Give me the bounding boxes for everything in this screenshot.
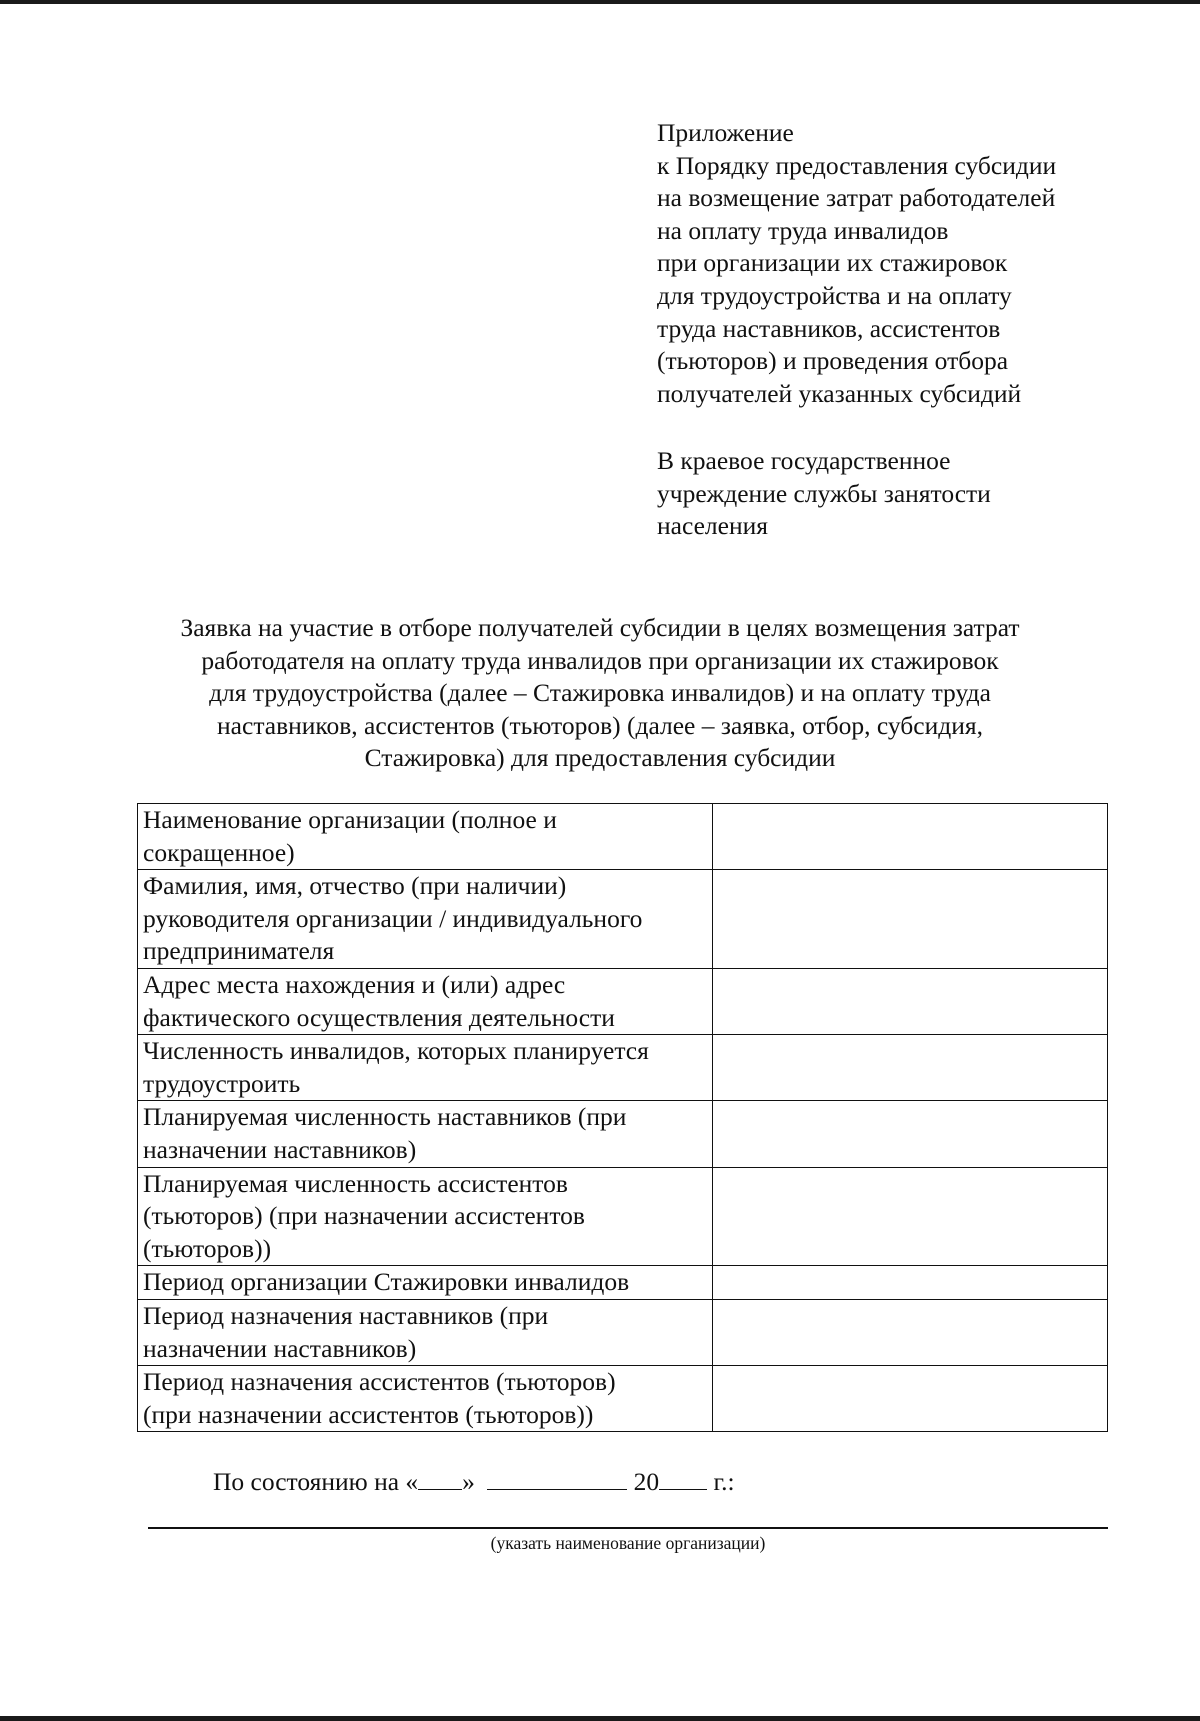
form-row-organization-name	[138, 804, 1108, 870]
addressee-line: В краевое государственное	[657, 446, 951, 475]
form-row-label	[138, 1035, 713, 1101]
label-line: Наименование организации (полное и	[143, 805, 557, 834]
form-row-label	[138, 968, 713, 1034]
as-of-century: 20	[633, 1467, 660, 1496]
label-line: сокращенное)	[143, 837, 295, 867]
title-line: для трудоустройства (далее – Стажировка инвалидов) и на оплату труда	[209, 678, 991, 708]
label-line: Планируемая численность наставников (при	[143, 1102, 627, 1132]
day-blank[interactable]	[418, 1465, 462, 1490]
label-line: руководителя организации / индивидуального	[143, 903, 643, 933]
form-row-label	[138, 1266, 713, 1300]
label-line: назначении наставников)	[143, 1134, 417, 1164]
form-row-label	[138, 1366, 713, 1432]
label-line: Адрес места нахождения и (или) адрес	[143, 969, 566, 999]
form-row-mentors-count	[138, 1101, 1108, 1167]
label-line: (тьюторов))	[143, 1233, 272, 1263]
internship-period-field[interactable]	[713, 1266, 1108, 1300]
appendix-line: для трудоустройства и на оплату	[657, 280, 1012, 310]
disabled-count-field[interactable]	[713, 1035, 1108, 1101]
mentors-period-field[interactable]	[713, 1299, 1108, 1365]
document-title	[100, 612, 1100, 775]
form-row-assistants-count	[138, 1167, 1108, 1266]
form-row-label	[138, 870, 713, 969]
label-line: (при назначении ассистентов (тьюторов))	[143, 1399, 594, 1429]
form-row-label	[138, 1299, 713, 1365]
appendix-line: на оплату труда инвалидов	[657, 215, 949, 245]
address-field[interactable]	[713, 968, 1108, 1034]
form-row-internship-period	[138, 1266, 1108, 1300]
assistants-period-field[interactable]	[713, 1366, 1108, 1432]
mentors-count-field[interactable]	[713, 1101, 1108, 1167]
title-line: Стажировка) для предоставления субсидии	[364, 743, 836, 773]
appendix-line: труда наставников, ассистентов	[657, 313, 1001, 343]
scan-border-bottom	[0, 1716, 1200, 1721]
assistants-count-field[interactable]	[713, 1167, 1108, 1266]
label-line: предпринимателя	[143, 936, 335, 966]
form-row-head-name	[138, 870, 1108, 969]
application-form-table	[137, 803, 1108, 1432]
title-line: наставников, ассистентов (тьюторов) (далее – заявка, отбор, субсидия,	[217, 710, 983, 740]
label-line: назначении наставников)	[143, 1333, 417, 1363]
addressee-line: учреждение службы занятости	[657, 478, 991, 508]
label-line: фактического осуществления деятельности	[143, 1002, 615, 1032]
label-line: (тьюторов) (при назначении ассистентов	[143, 1201, 585, 1231]
form-row-address	[138, 968, 1108, 1034]
title-line: Заявка на участие в отборе получателей субсидии в целях возмещения затрат	[180, 613, 1020, 642]
appendix-line: Приложение	[657, 118, 794, 147]
appendix-line: к Порядку предоставления субсидии	[657, 150, 1057, 180]
form-row-assistants-period	[138, 1366, 1108, 1432]
organization-name-line[interactable]	[148, 1527, 1108, 1529]
form-row-label	[138, 1101, 713, 1167]
appendix-line: (тьюторов) и проведения отбора	[657, 346, 1009, 376]
form-row-label	[138, 804, 713, 870]
organization-name-field[interactable]	[713, 804, 1108, 870]
label-line: Период назначения ассистентов (тьюторов)	[143, 1367, 616, 1397]
label-line: трудоустроить	[143, 1068, 301, 1098]
month-blank[interactable]	[487, 1465, 627, 1490]
appendix-line: при организации их стажировок	[657, 248, 1008, 278]
label-line: Фамилия, имя, отчество (при наличии)	[143, 871, 567, 901]
appendix-header	[657, 117, 1157, 410]
as-of-quote-close: »	[462, 1467, 475, 1496]
label-line: Планируемая численность ассистентов	[143, 1168, 568, 1198]
title-line: работодателя на оплату труда инвалидов при организации их стажировок	[201, 645, 999, 675]
form-row-label	[138, 1167, 713, 1266]
as-of-prefix: По состоянию на «	[213, 1467, 419, 1496]
appendix-line: получателей указанных субсидий	[657, 378, 1022, 408]
label-line: Период назначения наставников (при	[143, 1300, 549, 1330]
scan-border-top	[0, 0, 1200, 4]
head-name-field[interactable]	[713, 870, 1108, 969]
label-line: Численность инвалидов, которых планируется	[143, 1036, 649, 1066]
as-of-date-line	[213, 1465, 735, 1498]
appendix-line: на возмещение затрат работодателей	[657, 183, 1056, 213]
form-row-disabled-count	[138, 1035, 1108, 1101]
addressee-block	[657, 445, 1157, 543]
year-blank[interactable]	[659, 1465, 707, 1490]
addressee-line: населения	[657, 511, 768, 541]
as-of-suffix: г.:	[713, 1467, 735, 1496]
organization-caption: (указать наименование организации)	[490, 1533, 766, 1553]
label-line: Период организации Стажировки инвалидов	[143, 1267, 630, 1297]
form-row-mentors-period	[138, 1299, 1108, 1365]
